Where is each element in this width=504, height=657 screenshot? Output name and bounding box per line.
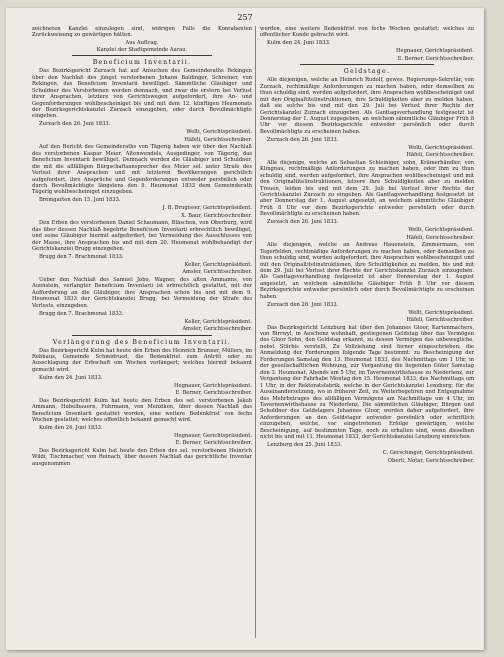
notice-signature: Häfeli, Gerichtsschreiber.	[184, 136, 252, 143]
section-rule	[72, 55, 212, 56]
notice-signature: Amsler, Gerichtsschreiber.	[182, 269, 252, 276]
notice-signature: J. B. Brugisser, Gerichtspräsident.	[162, 205, 252, 212]
notice-signature: X. Baur, Gerichtsschreiber.	[181, 212, 252, 219]
notice-signature: Keller, Gerichtspräsident.	[184, 262, 252, 268]
newspaper-page	[6, 8, 484, 650]
section-rule	[300, 64, 434, 65]
notice-body: Das Bezirksgericht Lenzburg hat über den Johannes Gloor, Kartenmachers, von Birrwyl, in Aeschenz wohnhaft, gestiegenen Geldstag über das Vermögen des Gloor Sohn, den Geldstag erkannt, zu dessen Vermögen das unbewegliche, nebst Stürbis verstellt. Zu Vollziehung sind ferner eingeschrieben: die Anmeldung der Forderungen folgende Tage bestimmt: zu Bescheinigung der Forderungen Samstag den 13. Heumonat 1833, des Nachmittags um 1 Uhr, in der gesellschaftlichen Wohnung, zur Vergantung die liegenden Güter Samstag den 3. Heumonat, Abends um 5 Uhr, im Tavernenwirthshause zu Niederlenz, zur Vergantung der Fahrhabe Montag den 15. Heumonat 1833, des Nachmittags um 1 Uhr, in der Rektoratsfabrik, welche in der Gerichtskanzlei Lenzburg; für die Auseinandersetzung, wo in früherer Zeit, zu Weiterbegehren und Entgegnahme des Mehrbetrages des allfälligen Vermögens am Nachmittage um 4 Uhr, im Tavernenwirthshause zu Niederlenz. Die sämmtlichen Gläubiger, Bürgen und Schuldner des Geldstagers Johannes Gloor, werden daher aufgefordert, ihre Anforderungen an den Geldstager entweder persönlich oder schriftlich einzugeben, welche, vor eingetretenen Erfolge gewärtigen, welche Bescheinigung, auf bestimmten Tage, noch zu erhalten sind, wenn dieselben nicht bis und mit 11. Heumonat 1833, der Gerichtskanzlei Lenzburg einreichen.	[260, 324, 474, 441]
notice-signature: Häfeli, Gerichtsschreiber.	[406, 152, 474, 159]
notice-date: Kulm den 24. Juni 1833.	[39, 374, 103, 381]
notice-body: Auf den Bericht des Gemeinderaths von Tägerig haben wir über den Nachlaß des verstorbenen Kaspar Meier, Altenwendels, Ausgedinger, von Tägerig, das Beneficium Inventarii bewilliget. Demnach werden die Gläubiger und Schuldner, die mit die allfälligen Bürgschaftsansprecher des Meier sel. unter Strafe des Verlust ihrer Ansprachen und mit letzteren Bevölkerungen gerichtlich aufgefordert, ihre Ansprüche und Gegenforderungen entweder persönlich oder durch Bevollmächtigte längstens den 9. Heumonat 1833 dem Gemeinderath Tägerig wohlbescheiniget einzugeben.	[32, 144, 252, 196]
notice-date: Lenzburg den 25. Juni 1833.	[267, 442, 342, 449]
notice-body: Alle diejenige, welche an Sebastian Schleiniger, sohn, Krämerhändler, von Klingnau, rechtmäßige Anforderungen zu machen haben, oder ihm zu thun schuldig sind, werden aufgefordert, ihre Ansprachen wohlbescheiniget und mit den Originaltitelinstruktionen, letzere ihre Schuldigkeiten aber zu melden Treuen, leiden bis und mit dem 29. Juli bei Verlust ihrer Rechte der Gerichtskanzlei Zurzach zu eingeben. Als Ganttagsverhandlung festgesetzt ist aber Donnerstag der 1. August angesetzt, an welchem sämmtliche Gläubiger Früh 8 Uhr vor dem Bezirksgerichte entweder persönlich oder durch Bevollmächtigte zu erscheinen haben.	[260, 159, 474, 218]
column-divider	[255, 26, 256, 638]
notice-body: Das Bezirksgericht Kulm hat heute den Erben des Heinrich Brunner, Müllers, im Rebhaus, Gemeinde Schmidrued, die Bedenkfrist zum Antritt oder zu Ausschlagung der Erbschaft um Wochen verlängert; welches hiermit bekannt gemacht wird.	[32, 347, 252, 373]
notice-signature: Häfeli, Gerichtsschreiber.	[406, 317, 474, 324]
notice-date: Zurzach den 26. Juni 1833.	[267, 301, 339, 308]
notice-date: Kulm den 24. Juni 1833.	[267, 40, 331, 47]
notice-signature: Häfeli, Gerichtsschreiber.	[406, 234, 474, 241]
notice-signature: Welti, Gerichtspräsident.	[408, 227, 474, 234]
notice-date: Zurzach den 26. Juni 1833.	[267, 136, 339, 143]
notice-signature: E. Berner, Gerichtsschreiber.	[175, 440, 252, 447]
page-number: 257	[237, 13, 253, 22]
notice-signature: Hegnauer, Gerichtspräsident.	[174, 432, 252, 439]
notice-signature: Oberli, Notar, Gerichtsschreiber.	[387, 457, 474, 464]
section-heading: Verlängerung des Beneficium Inventarii.	[52, 338, 232, 346]
notice-signature: Amsler, Gerichtsschreiber.	[182, 326, 252, 333]
notice-body: Den Erben des verstorbenen Daniel Schaumann, Bläschen, von Oberburg, wird das über dessen Nachlaß begehrte Beneficium Inventarii erbrechtlich bewilliget, und seine Gläubiger hiermit aufgefordert, bei Vermeidung des Ausschlusses von der Masse, ihre Ansprachen bis und mit dem 20. Heumonat wohlbehandigt der Gerichtskanzlei Brugg einzugeben.	[32, 220, 252, 253]
notice-body: Das Bezirksgericht Zurzach hat auf Ansuchen des Gemeinderaths Rekingen über den Nachlaß des jüngst verstorbenen Johann Baldinger, Schreiner, von Rekingen, das Beneficium Inventarii bewilliget. Sämmtliche Gläubiger und Schuldner des Verstorbenen werden demnach, und zwar die erstern bei Verlust ihrer Ansprachen, letztere von Gerichtswegen aufgefordert, ihre An- und Gegenforderungen wohlbescheiniget bis und mit dem 12. künftigen Heumonats der Bezirksgerichtskanzlei Zurzach einzugeben, oder durch Bevollmächtigte eingeben.	[32, 68, 252, 120]
section-heading: Beneficium Inventarii.	[92, 59, 192, 67]
notice-signature: E. Berner, Gerichtsschreiber.	[397, 55, 474, 62]
notice-signature: Hegnauer, Gerichtspräsident.	[174, 382, 252, 389]
notice-signature: Aus Auftrag.	[125, 40, 159, 47]
notice-date: Bremgarten den 15. Juni 1833.	[39, 197, 121, 204]
section-rule	[72, 335, 212, 336]
notice-signature: Kanzlei der Stadtgemeinde Aarau.	[96, 46, 188, 53]
notice-date: Zurzach den 26. Juni 1833.	[267, 219, 339, 226]
notice-body: Das Bezirksgericht Kulm hat heute den Erben des sel. verstorbenen Jakob Ammann, Hubelbauern, Fuhrmann, von Menziken, über dessen Nachlaß das Beneficium Inventarii gestattet worden, eine weitere Bedenkfrist von fechs Wochen gestattet; welches offentlich bekannt gemacht wird.	[32, 397, 252, 424]
notice-signature: E. Berner, Gerichtsschreiber.	[175, 390, 252, 397]
notice-date: Brugg den 7. Brachmonat 1833.	[39, 310, 124, 317]
notice-body: Das Bezirksgericht Kulm hat heute den Erben des sel. verstorbenen Heinrich Wildi, Tischmacher, von Reinach, über dessen Nachlaß das gerichtliche Inventar ausgenommen	[32, 447, 252, 467]
notice-signature: Welti, Gerichtspräsident.	[186, 129, 252, 136]
right-column	[260, 26, 474, 640]
notice-body: Alle diejenigen, welche an Andreas Hauenstein, Zimmermann, von Tegerfelden, rechtmäßige Anforderungen zu machen haben, oder demselben zu thun schuldig sind, werden aufgefordert, ihre Ansprachen wohlbescheiniget und mit den Originaltitelinstruktionen, ihre Schuldigkeiten zu melden, bis und mit dem 29. Juli bei Verlust ihrer Rechte der Gerichtskanzlei Zurzach einzugeben. Als Ganttagsverhandlung festgesetzt ist aber Donnerstag der 1. August angesetzt, an welchem sämmtliche Gläubiger Früh 8 Uhr vor diesem Bezirksgerichte entweder persönlich oder durch Bevollmächtigte zu erscheinen haben.	[260, 242, 474, 300]
left-column	[32, 26, 252, 640]
notice-signature: Hegnauer, Gerichtspräsident.	[396, 48, 474, 55]
notice-body: Ueber den Nachlaß des Samuel Jobo, Wagner, des alten Ammanns, von Auenstein, verlangter Beneficium Inventarii ist erbrechtlich gestattet, mit der Aufforderung an die Gläubiger, ihre Ansprachen schon bis und mit dem 9. Heumonat 1833 der Gerichtskanzlei Brugg, bei Vermeidung der Strafe des Verlusts, einzugeben.	[32, 276, 252, 309]
notice-signature: Keller, Gerichtspräsident.	[184, 318, 252, 325]
notice-date: Kulm den 24. Juni 1833.	[39, 425, 103, 432]
notice-continuation: zeichneten Kanzlei einzulegen sind, widrigen Falls die Konrahenten Zurückweisung zu gewärtigen hätten.	[32, 26, 252, 39]
notice-date: Brugg den 7. Brachmonat 1833.	[39, 254, 124, 261]
notice-body: Alle diejenigen, welche an Heinrich Rudolf, gewes. Regierungs-Sekretär, von Zurzach, rechtmäßige Anforderungen zu machen haben, oder demselben zu thun schuldig sind, werden aufgefordert, ihre Ansprachen wohlbescheiniget und mit den Originaltitelinstruktionen, ihre Schuldigkeiten aber zu melden haben, daß sie solche bis und mit den 29. Juli bei Verlust ihrer Rechte der Gerichtskanzlei Zurzach einzugeben. Als Ganttagsverhandlung festgesetzt ist Donnerstag der 1. August zugegeben, an welchem sämmtliche Gläubiger Früh 8 Uhr vor diesem Bezirksgerichte entweder persönlich oder durch Bevollmächtigte zu erscheinen haben.	[260, 77, 474, 135]
notice-continuation: worden, eine weitere Bedenkfrist von fechs Wochen gestattet; welches zu offentlicher Kunde gebracht wird.	[260, 26, 474, 39]
notice-signature: C. Gerschinger, Gerichtspräsident.	[382, 450, 474, 457]
notice-signature: Welti, Gerichtspräsident.	[408, 144, 474, 151]
notice-signature: Welti, Gerichtspräsident.	[408, 309, 474, 316]
section-heading: Geldstage.	[343, 68, 391, 76]
notice-date: Zurzach den 26. Juni 1833.	[39, 121, 111, 128]
